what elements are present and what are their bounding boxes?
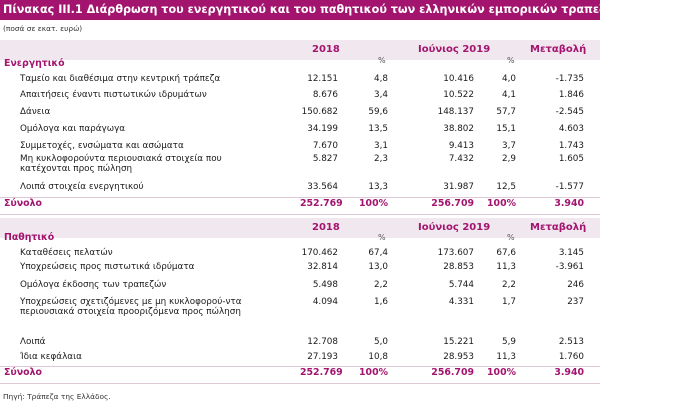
pct-june2019: 11,3 [496,352,516,362]
pct-june2019: 57,7 [496,107,516,117]
assets-heading: Ενεργητικό [4,58,65,69]
change-value: 3.145 [558,248,584,258]
change-value: 4.603 [558,124,584,134]
total-june2019: 256.709 [431,367,474,378]
unit-note: (ποσά σε εκατ. ευρώ) [3,24,83,33]
col-change-assets: Μεταβολή [530,44,587,55]
value-2018: 7.670 [312,141,338,151]
total-pct-june2019: 100% [487,198,516,209]
pct-2018: 59,6 [368,107,388,117]
source-note: Πηγή: Τράπεζα της Ελλάδος. [3,392,111,401]
row-label: Ίδια κεφάλαια [20,352,82,362]
value-2018: 5.827 [312,154,338,164]
pct-june2019: 2,9 [502,154,516,164]
table-row [0,248,600,262]
pct-june2019: 5,9 [502,337,516,347]
row-label: Απαιτήσεις έναντι πιστωτικών ιδρυμάτων [20,90,207,100]
pct-header-1-liabilities: % [378,233,386,242]
value-june2019: 5.744 [448,280,474,290]
pct-header-2-liabilities: % [507,233,515,242]
assets-total-row [0,199,600,213]
value-2018: 27.193 [307,352,338,362]
value-june2019: 10.416 [443,74,474,84]
table-row [0,262,600,276]
total-pct-2018: 100% [359,198,388,209]
table-row [0,74,600,88]
table-row [0,182,600,196]
change-value: 246 [567,280,584,290]
table-row [0,352,600,366]
row-label: Ταμείο και διαθέσιμα στην κεντρική τράπεζα [20,74,221,84]
col-2018-liabilities: 2018 [312,222,340,233]
pct-2018: 13,3 [368,182,388,192]
pct-header-2-assets: % [507,56,515,65]
change-value: -1.577 [555,182,584,192]
liabilities-total-row [0,368,600,382]
row-label: Μη κυκλοφορούντα περιουσιακά στοιχεία που κατέχονται προς πώληση [20,154,222,175]
table-row [0,124,600,138]
pct-june2019: 67,6 [496,248,516,258]
value-june2019: 173.607 [437,248,474,258]
value-2018: 150.682 [301,107,338,117]
change-value: 2.513 [558,337,584,347]
row-label: Υποχρεώσεις σχετιζόμενες με μη κυκλοφορού-ντα περιουσιακά στοιχεία προοριζόμενα προς πώληση [20,297,242,318]
pct-june2019: 4,0 [502,74,516,84]
pct-2018: 4,8 [374,74,388,84]
pct-june2019: 3,7 [502,141,516,151]
value-2018: 4.094 [312,297,338,307]
value-june2019: 31.987 [443,182,474,192]
pct-header-1-assets: % [378,56,386,65]
table-title: Πίνακας ΙΙΙ.1 Διάρθρωση του ενεργητικού και του παθητικού των ελληνικών εμπορικών τραπεζικών ομίλων [0,0,600,20]
table-row [0,280,600,294]
value-2018: 170.462 [301,248,338,258]
pct-2018: 13,5 [368,124,388,134]
value-2018: 32.814 [307,262,338,272]
value-june2019: 28.953 [443,352,474,362]
row-label: Δάνεια [20,107,51,117]
change-value: 1.605 [558,154,584,164]
change-value: 1.743 [558,141,584,151]
value-june2019: 10.522 [443,90,474,100]
col-june2019-assets: Ιούνιος 2019 [418,44,491,55]
total-june2019: 256.709 [431,198,474,209]
pct-2018: 3,1 [374,141,388,151]
value-2018: 8.676 [312,90,338,100]
pct-2018: 5,0 [374,337,388,347]
row-label: Λοιπά στοιχεία ενεργητικού [20,182,144,192]
value-june2019: 7.432 [448,154,474,164]
change-value: -1.735 [555,74,584,84]
value-june2019: 38.802 [443,124,474,134]
table-row [0,337,600,351]
divider [0,383,600,384]
pct-2018: 2,3 [374,154,388,164]
total-change: 3.940 [554,198,584,209]
liabilities-heading: Παθητικό [4,232,55,243]
pct-2018: 2,2 [374,280,388,290]
pct-june2019: 2,2 [502,280,516,290]
total-2018: 252.769 [300,367,343,378]
value-june2019: 148.137 [437,107,474,117]
value-june2019: 4.331 [448,297,474,307]
total-pct-june2019: 100% [487,367,516,378]
divider [0,214,600,215]
table-row [0,154,600,178]
value-2018: 5.498 [312,280,338,290]
change-value: 1.846 [558,90,584,100]
total-pct-2018: 100% [359,367,388,378]
total-change: 3.940 [554,367,584,378]
pct-2018: 13,0 [368,262,388,272]
row-label: Καταθέσεις πελατών [20,248,113,258]
value-june2019: 15.221 [443,337,474,347]
table-row [0,297,600,331]
col-change-liabilities: Μεταβολή [530,222,587,233]
row-label: Ομόλογα και παράγωγα [20,124,126,134]
pct-june2019: 11,3 [496,262,516,272]
pct-2018: 10,8 [368,352,388,362]
table-row [0,107,600,121]
pct-june2019: 4,1 [502,90,516,100]
total-2018: 252.769 [300,198,343,209]
total-label: Σύνολο [4,198,42,209]
table-row [0,90,600,104]
value-june2019: 28.853 [443,262,474,272]
value-2018: 12.151 [307,74,338,84]
pct-2018: 3,4 [374,90,388,100]
value-2018: 33.564 [307,182,338,192]
row-label: Συμμετοχές, ενσώματα και ασώματα [20,141,184,151]
row-label: Ομόλογα έκδοσης των τραπεζών [20,280,167,290]
pct-june2019: 12,5 [496,182,516,192]
pct-june2019: 1,7 [502,297,516,307]
pct-june2019: 15,1 [496,124,516,134]
value-2018: 12.708 [307,337,338,347]
total-label: Σύνολο [4,367,42,378]
change-value: 237 [567,297,584,307]
col-2018-assets: 2018 [312,44,340,55]
pct-2018: 67,4 [368,248,388,258]
pct-2018: 1,6 [374,297,388,307]
row-label: Λοιπά [20,337,46,347]
change-value: 1.760 [558,352,584,362]
change-value: -3.961 [555,262,584,272]
table-row [0,141,600,155]
value-2018: 34.199 [307,124,338,134]
change-value: -2.545 [555,107,584,117]
value-june2019: 9.413 [448,141,474,151]
row-label: Υποχρεώσεις προς πιστωτικά ιδρύματα [20,262,195,272]
col-june2019-liabilities: Ιούνιος 2019 [418,222,491,233]
